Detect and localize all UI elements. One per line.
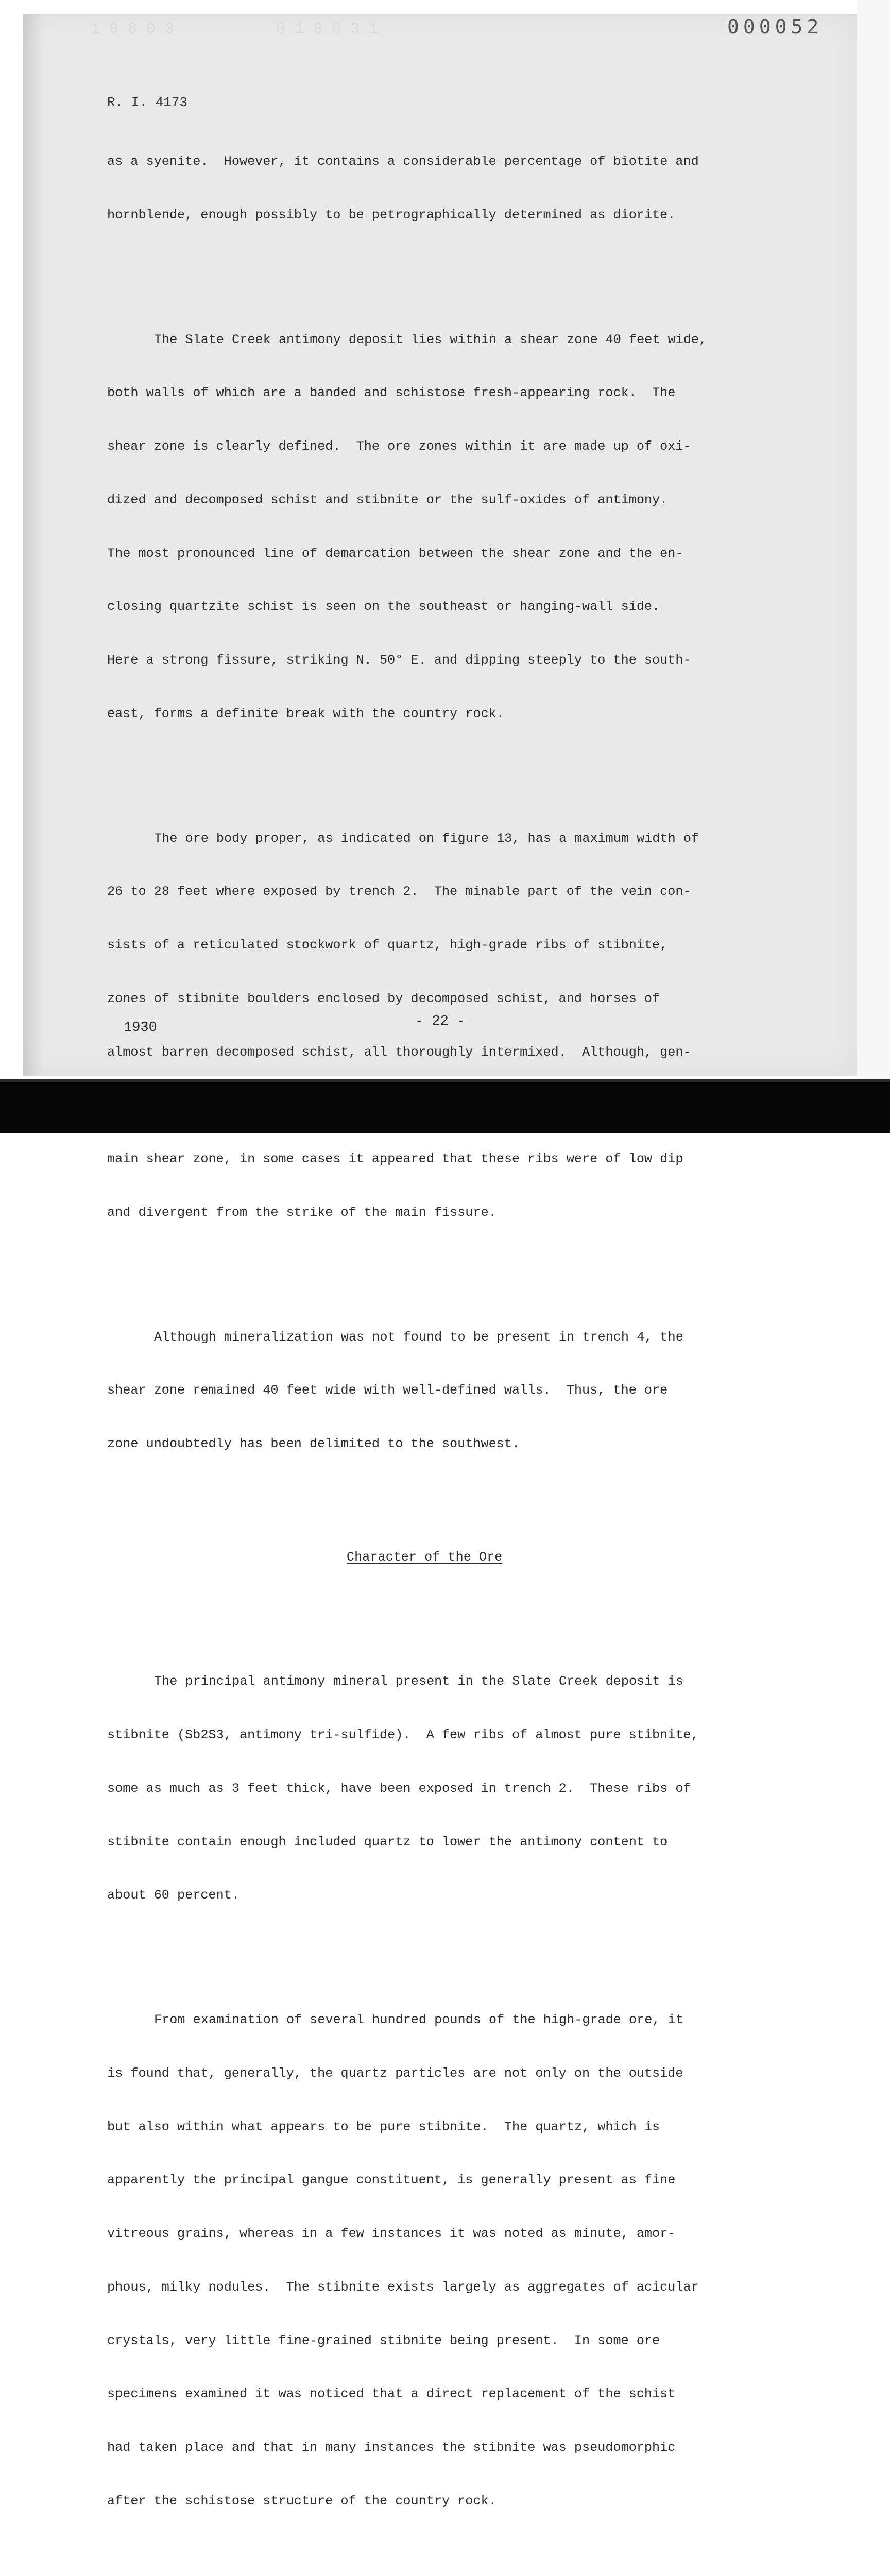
- section-heading: Character of the Ore: [347, 1549, 503, 1565]
- text-line: closing quartzite schist is seen on the southeast or hanging-wall side.: [107, 599, 660, 615]
- scanner-border: [0, 1079, 890, 1133]
- section-heading-row: [107, 1549, 772, 1567]
- text-line: The ore body proper, as indicated on figure 13, has a maximum width of: [154, 831, 699, 846]
- text-line: east, forms a definite break with the country rock.: [107, 706, 504, 721]
- text-line: shear zone remained 40 feet wide with well-defined walls. Thus, the ore: [107, 1383, 668, 1398]
- text-line: had taken place and that in many instances the stibnite was pseudomorphic: [107, 2440, 676, 2455]
- text-line: zones of stibnite boulders enclosed by decomposed schist, and horses of: [107, 991, 660, 1006]
- text-line: main shear zone, in some cases it appeared that these ribs were of low dip: [107, 1151, 683, 1167]
- text-line: zone undoubtedly has been delimited to the southwest.: [107, 1436, 520, 1452]
- text-line: sists of a reticulated stockwork of quartz, high-grade ribs of stibnite,: [107, 938, 668, 953]
- text-line: vitreous grains, whereas in a few instances it was noted as minute, amor-: [107, 2226, 676, 2242]
- text-line: is found that, generally, the quartz particles are not only on the outside: [107, 2065, 683, 2081]
- text-line: shear zone is clearly defined. The ore zones within it are made up of oxi-: [107, 439, 691, 454]
- text-line: The most pronounced line of demarcation between the shear zone and the en-: [107, 546, 683, 561]
- text-line: crystals, very little fine-grained stibnite being present. In some ore: [107, 2333, 660, 2348]
- body-text: [107, 117, 772, 2576]
- text-line: hornblende, enough possibly to be petrographically determined as diorite.: [107, 207, 676, 223]
- text-line: From examination of several hundred pounds of the high-grade ore, it: [154, 2012, 683, 2027]
- text-line: apparently the principal gangue constituent, is generally present as fine: [107, 2173, 676, 2188]
- text-line: some as much as 3 feet thick, have been exposed in trench 2. These ribs of: [107, 1781, 691, 1796]
- text-line: almost barren decomposed schist, all thoroughly intermixed. Although, gen-: [107, 1044, 691, 1060]
- text-line: The principal antimony mineral present in the Slate Creek deposit is: [154, 1674, 683, 1689]
- text-line: The Slate Creek antimony deposit lies within a shear zone 40 feet wide,: [154, 332, 707, 347]
- text-line: specimens examined it was noticed that a direct replacement of the schist: [107, 2386, 676, 2402]
- text-line: stibnite (Sb2S3, antimony tri-sulfide). A few ribs of almost pure stibnite,: [107, 1727, 699, 1743]
- footer-year: 1930: [124, 1020, 157, 1036]
- document-number-stamp: 000052: [727, 15, 823, 38]
- text-line: 26 to 28 feet where exposed by trench 2. The minable part of the vein con-: [107, 884, 691, 900]
- text-line: phous, milky nodules. The stibnite exists largely as aggregates of acicular: [107, 2279, 699, 2295]
- text-line: Although mineralization was not found to be present in trench 4, the: [154, 1329, 683, 1345]
- page-edge-shadow: [23, 14, 43, 1076]
- text-line: Here a strong fissure, striking N. 50° E. and dipping steeply to the south-: [107, 653, 691, 668]
- text-line: as a syenite. However, it contains a considerable percentage of biotite and: [107, 154, 699, 170]
- report-id: R. I. 4173: [107, 95, 188, 110]
- bleed-through-text: 1 0 8 0 3 0 1 8 0 3 1: [72, 21, 379, 38]
- text-line: about 60 percent.: [107, 1888, 239, 1903]
- text-line: both walls of which are a banded and schistose fresh-appearing rock. The: [107, 385, 676, 401]
- text-line: after the schistose structure of the country rock.: [107, 2494, 497, 2509]
- text-line: and divergent from the strike of the main fissure.: [107, 1205, 497, 1221]
- text-line: but also within what appears to be pure stibnite. The quartz, which is: [107, 2119, 660, 2134]
- text-line: dized and decomposed schist and stibnite or the sulf-oxides of antimony.: [107, 492, 668, 507]
- page-number: - 22 -: [415, 1014, 466, 1029]
- text-line: stibnite contain enough included quartz to lower the antimony content to: [107, 1834, 668, 1850]
- scan-margin: [857, 0, 890, 1079]
